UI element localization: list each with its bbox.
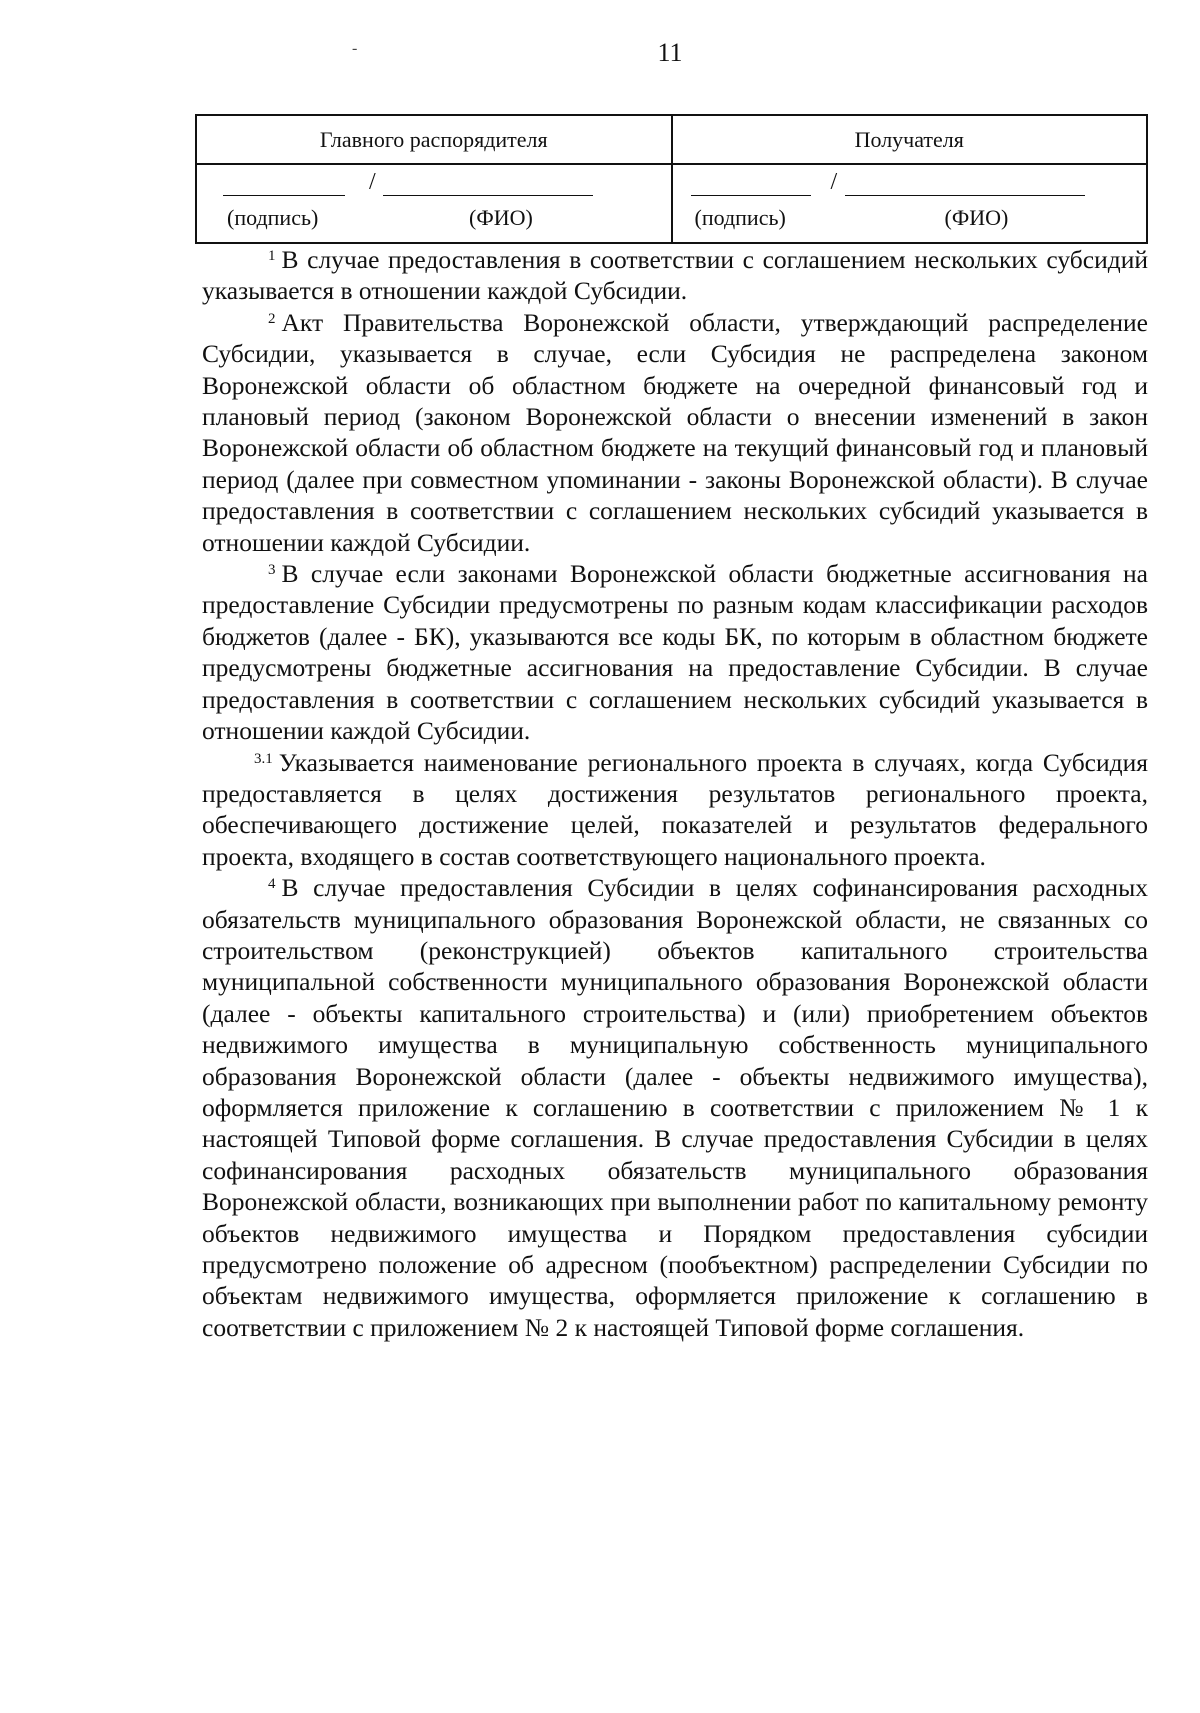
footnote-text: В случае предоставления Субсидии в целях софинансирования расходных обязательств муниципального образования Воронежской области, не связанных со строительством (реконструкцией) объектов капитального строительства муниципальной собственности муниципального образования Воронежской области (далее - объекты капитального строительства) и (или) приобретением объектов недвижимого имущества в муниципальную собственность муниципального образования Воронежской области (далее - объекты недвижимого имущества), оформляется приложение к соглашению в соответствии с приложением № 1 к настоящей Типовой форме соглашения. В случае предоставления Субсидии в целях софинансирования расходных обязательств муниципального образования Воронежской области, возникающих при выполнении работ по капитальному ремонту объектов недвижимого имущества и Порядком предоставления субсидии предусмотрено положение об адресном (пообъектном) распределении Субсидии по объектам недвижимого имущества, оформляется приложение к соглашению в соответствии с приложением № 2 к настоящей Типовой форме соглашения. bbox=[202, 873, 1148, 1342]
footnote-marker: 3 bbox=[268, 562, 276, 579]
footnote-marker: 1 bbox=[268, 248, 276, 264]
header-recipient: Получателя bbox=[672, 115, 1148, 164]
chief-manager-signature-cell bbox=[196, 164, 672, 243]
slash: / bbox=[369, 169, 376, 195]
footnote-3-1 bbox=[202, 747, 1148, 873]
name-label: (ФИО) bbox=[944, 205, 1009, 230]
name-line bbox=[383, 195, 593, 196]
header-chief-manager: Главного распорядителя bbox=[196, 115, 672, 164]
signature-line bbox=[223, 195, 345, 196]
footnote-text: Акт Правительства Воронежской области, утверждающий распределение Субсидии, указывается в случае, если Субсидия не распределена законом Воронежской области об областном бюджете на очередной финансовый год и плановый период (законом Воронежской области о внесении изменений в закон Воронежской области об областном бюджете на текущий финансовый год и плановый период (далее при совместном упоминании - законы Воронежской области). В случае предоставления в соответствии с соглашением нескольких субсидий указывается в отношении каждой Субсидии. bbox=[202, 307, 1148, 557]
footnote-marker: 4 bbox=[268, 876, 276, 893]
recipient-signature-cell bbox=[672, 164, 1148, 243]
corner-mark: - bbox=[352, 40, 358, 57]
footnotes bbox=[202, 244, 1148, 1343]
signature-label: (подпись) bbox=[694, 205, 786, 230]
signature-line bbox=[691, 195, 811, 196]
footnote-2 bbox=[202, 307, 1148, 558]
footnote-text: В случае если законами Воронежской области бюджетные ассигнования на предоставление Субсидии предусмотрены по разным кодам классификации расходов бюджетов (далее - БК), указываются все коды БК, по которым в областном бюджете предусмотрены бюджетные ассигнования на предоставление Субсидии. В случае предоставления в соответствии с соглашением нескольких субсидий указывается в отношении каждой Субсидии. bbox=[202, 559, 1148, 746]
footnote-marker: 3.1 bbox=[254, 750, 273, 767]
slash: / bbox=[830, 169, 838, 195]
footnote-marker: 2 bbox=[268, 310, 276, 327]
footnote-text: Указывается наименование регионального проекта в случаях, когда Субсидия предоставляется в целях достижения результатов регионального проекта, обеспечивающего достижение целей, показателей и результатов федерального проекта, входящего в состав соответствующего национального проекта. bbox=[202, 747, 1148, 871]
signature-table bbox=[195, 114, 1148, 244]
footnote-4 bbox=[202, 872, 1148, 1343]
footnote-3 bbox=[202, 558, 1148, 746]
name-label: (ФИО) bbox=[469, 205, 533, 230]
page-number: 11 bbox=[657, 38, 683, 67]
signature-label: (подпись) bbox=[227, 205, 319, 230]
footnote-text: В случае предоставления в соответствии с соглашением нескольких субсидий указывается в отношении каждой Субсидии. bbox=[202, 245, 1148, 306]
footnote-1 bbox=[202, 244, 1148, 307]
name-line bbox=[845, 195, 1085, 196]
